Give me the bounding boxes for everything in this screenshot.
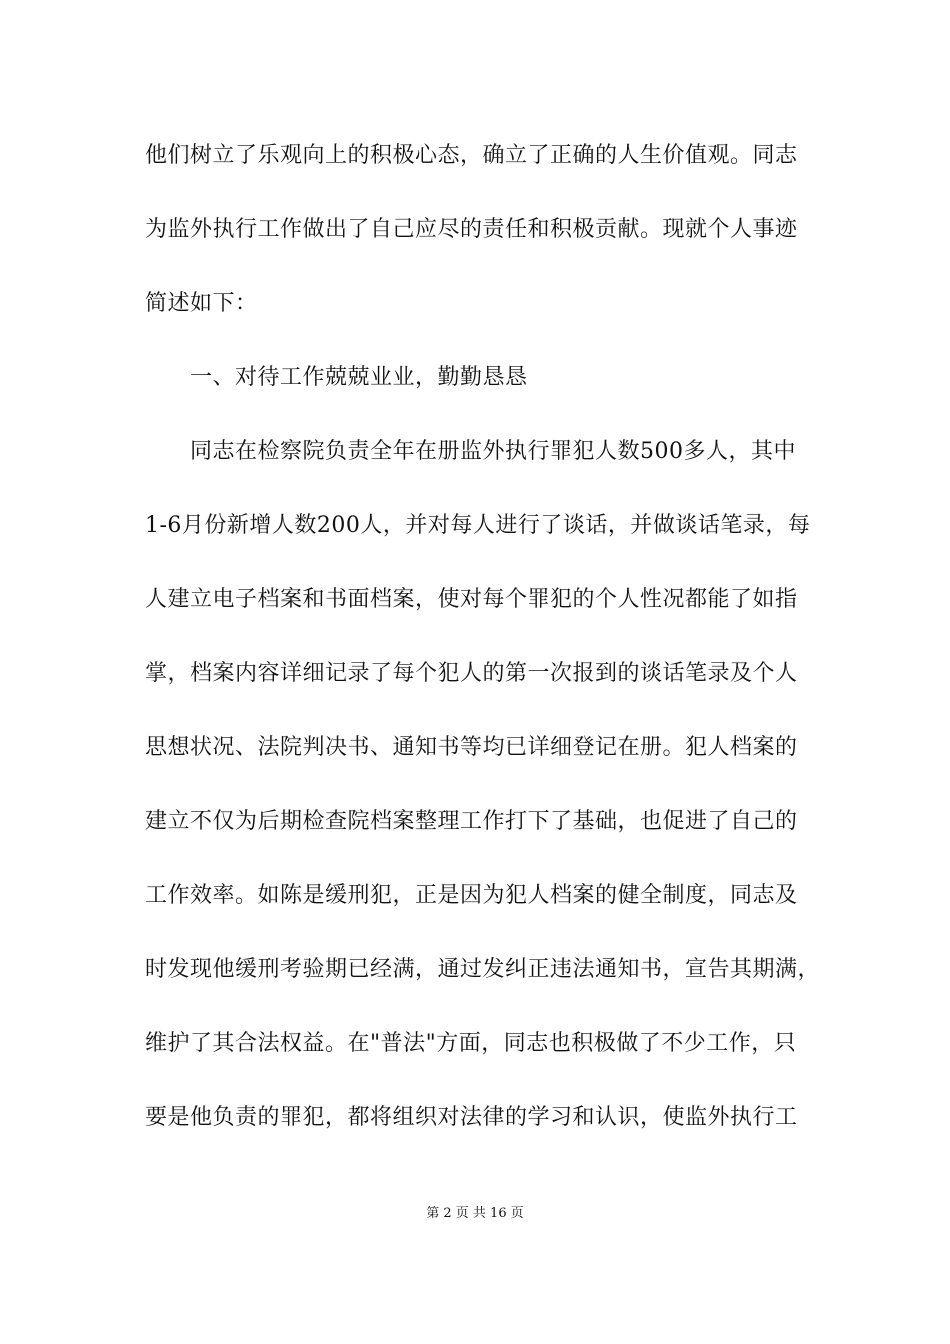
- body-text-line: 维护了其合法权益。在"普法"方面，同志也积极做了不少工作，只: [145, 1031, 797, 1056]
- section-heading: 一、对待工作兢兢业业，勤勤恳恳: [190, 365, 528, 390]
- body-text-line: 思想状况、法院判决书、通知书等均已详细登记在册。犯人档案的: [145, 735, 798, 760]
- body-text-line: 掌，档案内容详细记录了每个犯人的第一次报到的谈话笔录及个人: [145, 661, 798, 686]
- body-text-line: 简述如下：: [145, 291, 258, 316]
- body-text-line: 建立不仅为后期检查院档案整理工作打下了基础，也促进了自己的: [145, 809, 798, 834]
- body-text-line: 1-6月份新增人数200人，并对每人进行了谈话，并做谈话笔录，每: [145, 513, 811, 538]
- body-text-line: 要是他负责的罪犯，都将组织对法律的学习和认识，使监外执行工: [145, 1105, 798, 1130]
- body-text-line: 他们树立了乐观向上的积极心态，确立了正确的人生价值观。同志: [145, 143, 798, 168]
- page-number-footer: 第 2 页 共 16 页: [426, 1206, 524, 1221]
- body-text-line: 同志在检察院负责全年在册监外执行罪犯人数500多人，其中: [190, 439, 796, 464]
- body-text-line: 为监外执行工作做出了自己应尽的责任和积极贡献。现就个人事迹: [145, 217, 798, 242]
- body-text-line: 工作效率。如陈是缓刑犯，正是因为犯人档案的健全制度，同志及: [145, 883, 798, 908]
- body-text-line: 人建立电子档案和书面档案，使对每个罪犯的个人性况都能了如指: [145, 587, 798, 612]
- body-text-line: 时发现他缓刑考验期已经满，通过发纠正违法通知书，宣告其期满，: [145, 957, 821, 982]
